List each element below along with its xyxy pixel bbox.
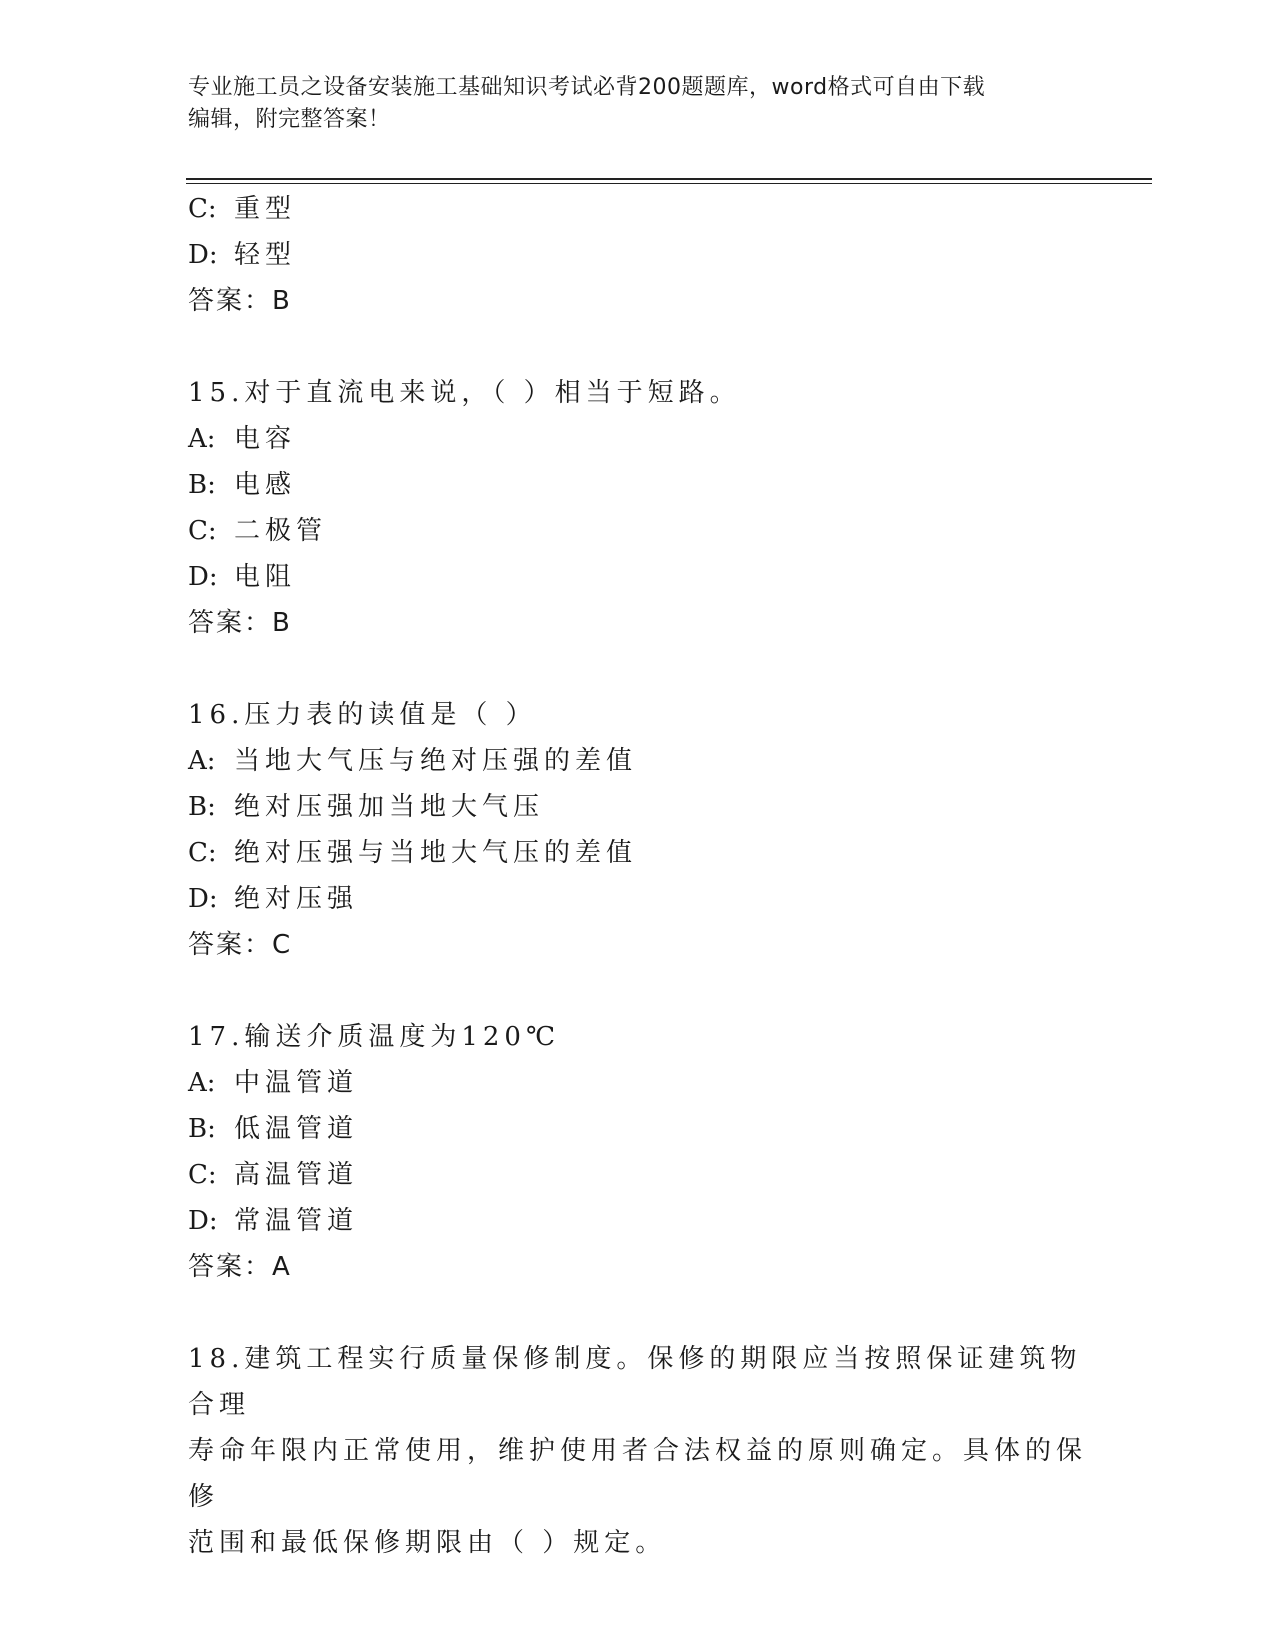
option-a: [188, 738, 1088, 784]
question-text: 16.压力表的读值是（ ）: [188, 700, 537, 730]
option-key: A:: [188, 1068, 216, 1098]
option-d: [188, 554, 1088, 600]
answer-line: 答案：A: [188, 1252, 292, 1282]
option-key: D:: [188, 884, 218, 914]
option-text: 二极管: [234, 516, 328, 546]
question-16: [188, 692, 1088, 968]
option-b: [188, 462, 1088, 508]
option-text: 当地大气压与绝对压强的差值: [234, 746, 638, 776]
question-15: [188, 370, 1088, 646]
option-key: D:: [188, 240, 218, 270]
option-key: C:: [188, 194, 217, 224]
question-14: [188, 186, 1088, 324]
answer-line: 答案：B: [188, 608, 292, 638]
answer-line: 答案：C: [188, 930, 293, 960]
header-rule-thick: [186, 178, 1152, 180]
spacer: [188, 968, 1088, 1014]
option-text: 高温管道: [234, 1160, 359, 1190]
option-text: 常温管道: [234, 1206, 359, 1236]
spacer: [188, 1290, 1088, 1336]
question-text-line-2: 寿命年限内正常使用，维护使用者合法权益的原则确定。具体的保修: [188, 1436, 1088, 1512]
option-c: [188, 830, 1088, 876]
question-text-line-1: 18.建筑工程实行质量保修制度。保修的期限应当按照保证建筑物合理: [188, 1344, 1082, 1420]
option-c: [188, 1152, 1088, 1198]
option-d: [188, 876, 1088, 922]
option-c: [188, 186, 1088, 232]
option-key: B:: [188, 1114, 216, 1144]
option-text: 绝对压强与当地大气压的差值: [234, 838, 638, 868]
question-text-line-3: 范围和最低保修期限由（ ）规定。: [188, 1528, 667, 1558]
option-d: [188, 232, 1088, 278]
spacer: [188, 646, 1088, 692]
option-d: [188, 1198, 1088, 1244]
option-key: C:: [188, 1160, 217, 1190]
question-text: 17.输送介质温度为120℃: [188, 1022, 561, 1052]
option-key: D:: [188, 1206, 218, 1236]
answer-line: 答案：B: [188, 286, 292, 316]
option-key: D:: [188, 562, 218, 592]
option-text: 低温管道: [234, 1114, 359, 1144]
option-text: 电感: [234, 470, 297, 500]
option-b: [188, 1106, 1088, 1152]
option-key: C:: [188, 516, 217, 546]
document-header: [188, 72, 1088, 136]
question-text: 15.对于直流电来说，（ ）相当于短路。: [188, 378, 741, 408]
option-key: C:: [188, 838, 217, 868]
option-text: 轻型: [234, 240, 297, 270]
question-list: [188, 186, 1088, 1566]
option-text: 绝对压强加当地大气压: [234, 792, 545, 822]
option-key: A:: [188, 424, 216, 454]
option-text: 电容: [234, 424, 297, 454]
option-a: [188, 1060, 1088, 1106]
option-text: 重型: [234, 194, 297, 224]
option-key: A:: [188, 746, 216, 776]
question-18: [188, 1336, 1088, 1566]
spacer: [188, 324, 1088, 370]
header-rule-thin: [186, 183, 1152, 184]
option-text: 电阻: [234, 562, 297, 592]
option-text: 中温管道: [234, 1068, 359, 1098]
option-a: [188, 416, 1088, 462]
header-line-1: 专业施工员之设备安装施工基础知识考试必背200题题库，word格式可自由下载: [188, 75, 986, 100]
header-line-2: 编辑，附完整答案！: [188, 107, 391, 132]
option-b: [188, 784, 1088, 830]
option-c: [188, 508, 1088, 554]
question-17: [188, 1014, 1088, 1290]
option-key: B:: [188, 470, 216, 500]
option-text: 绝对压强: [234, 884, 359, 914]
option-key: B:: [188, 792, 216, 822]
